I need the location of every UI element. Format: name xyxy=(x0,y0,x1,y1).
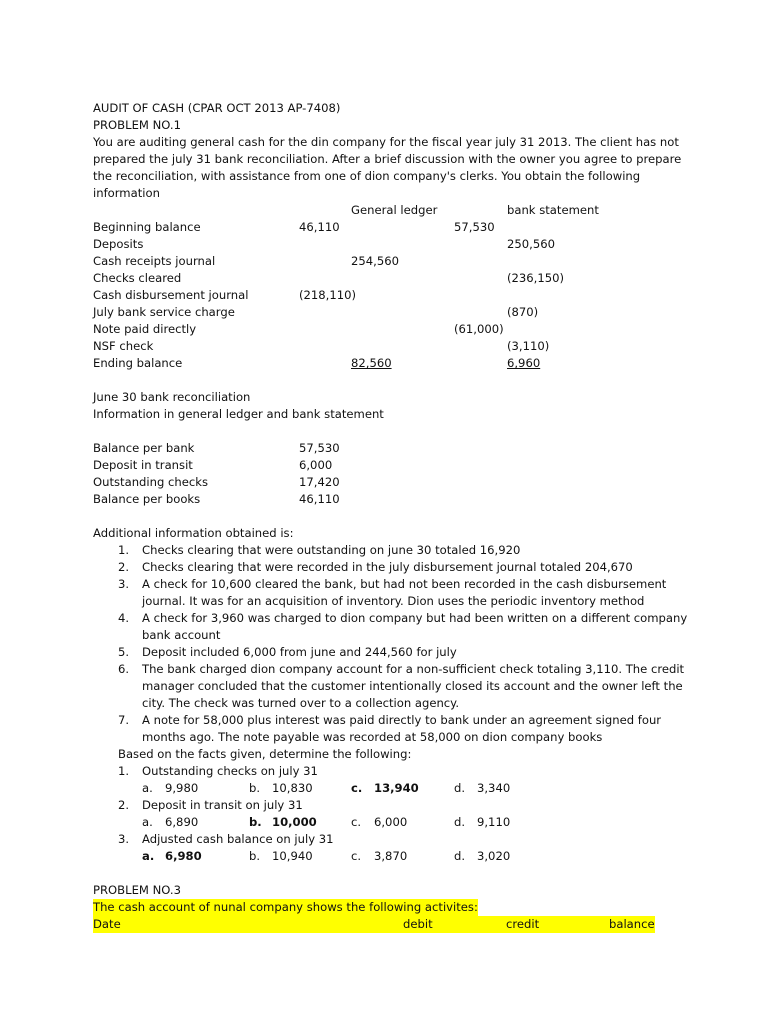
june-sub-line xyxy=(93,406,693,423)
choices-line xyxy=(93,848,693,865)
item-text: Deposit included 6,000 from june and 244,560 for july xyxy=(142,645,457,659)
item-number: 2. xyxy=(118,560,130,574)
table-row xyxy=(93,321,693,338)
table-row-label: Note paid directly xyxy=(93,322,197,336)
table-row xyxy=(93,253,693,270)
additional-heading-line xyxy=(93,525,693,542)
choice-value: 9,110 xyxy=(477,815,511,829)
june-row-value: 46,110 xyxy=(299,492,340,506)
intro-text: information xyxy=(93,186,160,200)
choice-letter: c. xyxy=(351,781,363,795)
question-number: 1. xyxy=(118,764,130,778)
question-text: Adjusted cash balance on july 31 xyxy=(142,832,334,846)
item-text: journal. It was for an acquisition of inventory. Dion uses the periodic inventory method xyxy=(142,594,645,608)
table-cell-value: (61,000) xyxy=(454,322,504,336)
june-heading: June 30 bank reconciliation xyxy=(93,390,251,404)
numbered-item-line xyxy=(93,559,693,576)
choices-line xyxy=(93,780,693,797)
doc-title: AUDIT OF CASH (CPAR OCT 2013 AP-7408) xyxy=(93,101,341,115)
table-row xyxy=(93,287,693,304)
intro-line xyxy=(93,185,693,202)
intro-line xyxy=(93,168,693,185)
june-row-value: 6,000 xyxy=(299,458,333,472)
based-on-text: Based on the facts given, determine the following: xyxy=(118,747,412,761)
problem3-heading: PROBLEM NO.3 xyxy=(93,883,181,897)
table-row xyxy=(93,270,693,287)
table-cell-value: 250,560 xyxy=(507,237,555,251)
table-row-label: Beginning balance xyxy=(93,220,201,234)
choice-value: 6,890 xyxy=(165,815,199,829)
table-row xyxy=(93,219,693,236)
item-number: 5. xyxy=(118,645,130,659)
choice-value: 10,940 xyxy=(272,849,313,863)
june-row xyxy=(93,440,693,457)
numbered-item-line xyxy=(93,712,693,729)
choice-letter: b. xyxy=(249,849,261,863)
col-debit: debit xyxy=(403,917,433,931)
june-row xyxy=(93,457,693,474)
question-line xyxy=(93,797,693,814)
intro-line xyxy=(93,134,693,151)
item-number: 7. xyxy=(118,713,130,727)
june-subheading: Information in general ledger and bank statement xyxy=(93,407,384,421)
choices-line xyxy=(93,814,693,831)
table-cell-value: 46,110 xyxy=(299,220,340,234)
question-text: Deposit in transit on july 31 xyxy=(142,798,303,812)
june-row xyxy=(93,474,693,491)
june-row-label: Deposit in transit xyxy=(93,458,193,472)
numbered-item-line xyxy=(93,678,693,695)
item-text: The bank charged dion company account for a non-sufficient check totaling 3,110. The credit xyxy=(142,662,685,676)
choice-letter: b. xyxy=(249,781,261,795)
table-row-label: Checks cleared xyxy=(93,271,182,285)
table-row-label: Cash disbursement journal xyxy=(93,288,249,302)
item-text: A check for 3,960 was charged to dion company but had been written on a different company xyxy=(142,611,688,625)
table-cell-value: (236,150) xyxy=(507,271,564,285)
choice-letter: a. xyxy=(142,815,153,829)
problem3-heading-line xyxy=(93,882,693,899)
numbered-item-line xyxy=(93,729,693,746)
problem3-columns-row xyxy=(93,916,655,933)
table-row-label: Deposits xyxy=(93,237,144,251)
problem1-heading: PROBLEM NO.1 xyxy=(93,118,181,132)
choice-value: 13,940 xyxy=(374,781,419,795)
item-number: 3. xyxy=(118,577,130,591)
choice-value: 3,870 xyxy=(374,849,408,863)
numbered-item-line xyxy=(93,661,693,678)
item-text: A note for 58,000 plus interest was paid directly to bank under an agreement signed four xyxy=(142,713,662,727)
table-row-label: NSF check xyxy=(93,339,154,353)
bank-header: bank statement xyxy=(507,203,599,217)
problem3-intro: The cash account of nunal company shows the following activites: xyxy=(93,900,478,914)
col-balance: balance xyxy=(609,917,655,931)
numbered-item-line xyxy=(93,576,693,593)
choice-letter: d. xyxy=(454,815,466,829)
table-row xyxy=(93,338,693,355)
item-text: manager concluded that the customer intentionally closed its account and the owner left the xyxy=(142,679,683,693)
choice-value: 6,980 xyxy=(165,849,202,863)
item-text: city. The check was turned over to a collection agency. xyxy=(142,696,460,710)
col-date: Date xyxy=(93,917,121,931)
question-line xyxy=(93,763,693,780)
table-cell-value: 57,530 xyxy=(454,220,495,234)
table-cell-value: 82,560 xyxy=(351,356,392,370)
item-number: 4. xyxy=(118,611,130,625)
june-row-label: Balance per books xyxy=(93,492,201,506)
numbered-item-line xyxy=(93,695,693,712)
june-row xyxy=(93,491,693,508)
question-number: 2. xyxy=(118,798,130,812)
question-line xyxy=(93,831,693,848)
choice-value: 10,000 xyxy=(272,815,317,829)
numbered-item-line xyxy=(93,644,693,661)
table-row-label: Cash receipts journal xyxy=(93,254,216,268)
table-cell-value: 6,960 xyxy=(507,356,541,370)
intro-text: prepared the july 31 bank reconciliation. After a brief discussion with the owner you agree to prepare xyxy=(93,152,682,166)
question-text: Outstanding checks on july 31 xyxy=(142,764,318,778)
table-cell-value: (870) xyxy=(507,305,539,319)
numbered-item-line xyxy=(93,542,693,559)
ledger-header: General ledger xyxy=(351,203,438,217)
choice-letter: c. xyxy=(351,849,362,863)
choice-value: 9,980 xyxy=(165,781,199,795)
numbered-item-line xyxy=(93,593,693,610)
choice-value: 3,340 xyxy=(477,781,511,795)
table-header-row xyxy=(93,202,693,219)
col-credit: credit xyxy=(506,917,540,931)
table-cell-value: (3,110) xyxy=(507,339,550,353)
june-row-label: Outstanding checks xyxy=(93,475,209,489)
item-text: months ago. The note payable was recorded at 58,000 on dion company books xyxy=(142,730,603,744)
intro-line xyxy=(93,151,693,168)
choice-letter: c. xyxy=(351,815,362,829)
additional-heading: Additional information obtained is: xyxy=(93,526,294,540)
table-row-label: July bank service charge xyxy=(93,305,235,319)
choice-value: 10,830 xyxy=(272,781,313,795)
item-text: A check for 10,600 cleared the bank, but had not been recorded in the cash disbursement xyxy=(142,577,667,591)
item-number: 1. xyxy=(118,543,130,557)
june-row-label: Balance per bank xyxy=(93,441,195,455)
numbered-item-line xyxy=(93,610,693,627)
item-number: 6. xyxy=(118,662,130,676)
doc-title-line xyxy=(93,100,693,117)
item-text: bank account xyxy=(142,628,221,642)
problem1-heading-line xyxy=(93,117,693,134)
problem3-intro-line xyxy=(93,899,693,916)
table-row xyxy=(93,236,693,253)
choice-letter: d. xyxy=(454,781,466,795)
document-page xyxy=(93,100,693,933)
june-heading-line xyxy=(93,389,693,406)
table-cell-value: 254,560 xyxy=(351,254,399,268)
choice-value: 6,000 xyxy=(374,815,408,829)
numbered-item-line xyxy=(93,627,693,644)
choice-letter: a. xyxy=(142,849,155,863)
june-row-value: 17,420 xyxy=(299,475,340,489)
item-text: Checks clearing that were recorded in the july disbursement journal totaled 204,670 xyxy=(142,560,633,574)
intro-text: the reconciliation, with assistance from one of dion company's clerks. You obtain the following xyxy=(93,169,641,183)
based-on-line xyxy=(93,746,693,763)
table-row-label: Ending balance xyxy=(93,356,183,370)
intro-text: You are auditing general cash for the din company for the fiscal year july 31 2013. The client has not xyxy=(93,135,679,149)
choice-value: 3,020 xyxy=(477,849,511,863)
choice-letter: b. xyxy=(249,815,262,829)
question-number: 3. xyxy=(118,832,130,846)
choice-letter: d. xyxy=(454,849,466,863)
june-row-value: 57,530 xyxy=(299,441,340,455)
item-text: Checks clearing that were outstanding on june 30 totaled 16,920 xyxy=(142,543,521,557)
choice-letter: a. xyxy=(142,781,153,795)
table-row xyxy=(93,304,693,321)
table-row xyxy=(93,355,693,372)
table-cell-value: (218,110) xyxy=(299,288,356,302)
